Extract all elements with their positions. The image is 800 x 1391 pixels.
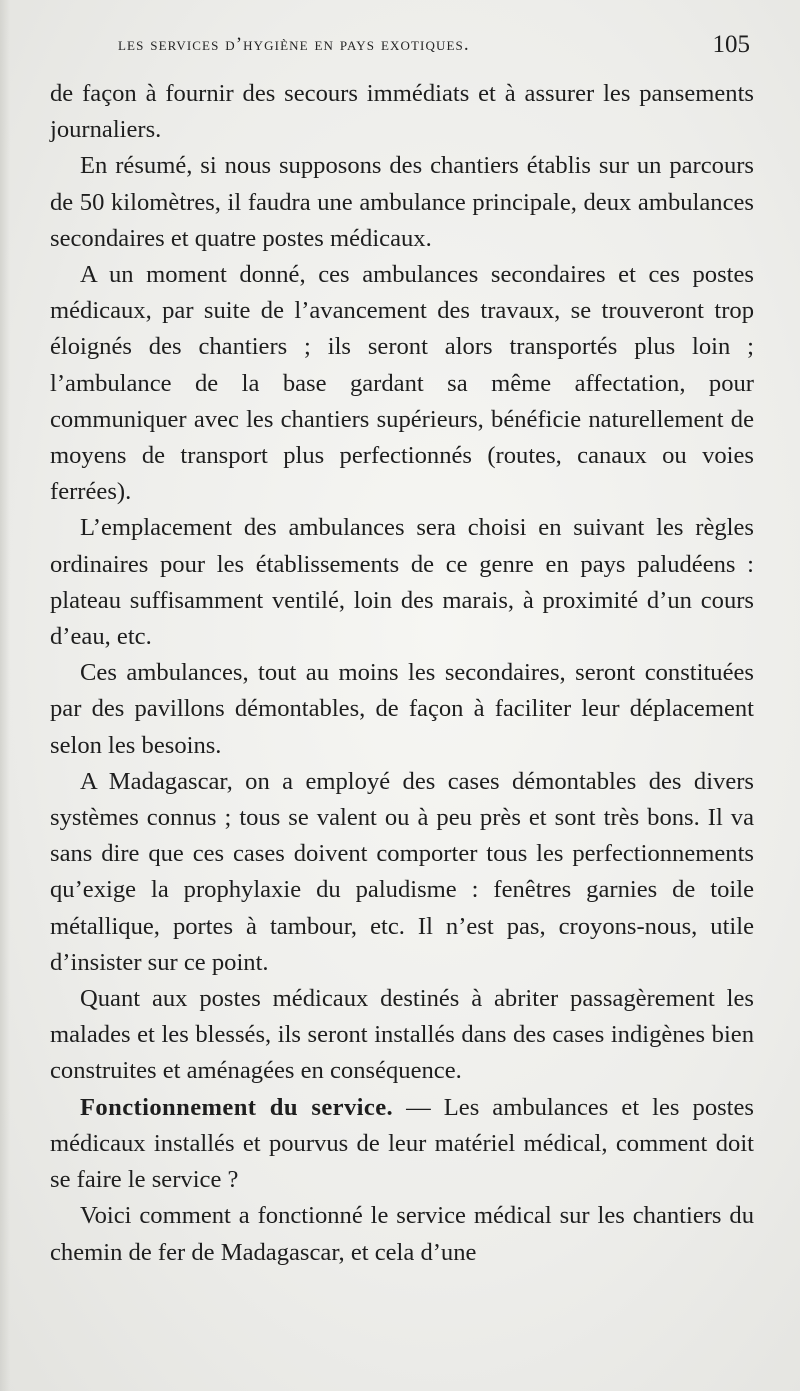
paragraph: L’emplacement des ambulances sera choisi en suivant les règles ordinaires pour les établissements de ce genre en pays paludéens : plateau suffisamment ventilé, loin des marais, à proximité d’un cours d’eau, etc. [50,514,754,651]
page-number: 105 [712,31,750,58]
paragraph-continued: de façon à fournir des secours immédiats et à assurer les pansements journaliers. [50,80,754,144]
running-title: les services d’hygiène en pays exotiques. [118,34,470,55]
paragraph: Ces ambulances, tout au moins les secondaires, seront constituées par des pavillons démontables, de façon à faciliter leur déplacement selon les besoins. [50,659,754,759]
paragraph-last: Voici comment a fonctionné le service médical sur les chantiers du chemin de fer de Madagascar, et cela d’une [50,1202,754,1266]
section-heading: Fonctionnement du service. [80,1093,394,1121]
section-text: — Les ambulances et les postes médicaux installés et pourvus de leur matériel médical, comment doit se faire le service ? [50,1093,755,1194]
body-text [50,76,754,1271]
paragraph: A un moment donné, ces ambulances secondaires et ces postes médicaux, par suite de l’avancement des travaux, se trouveront trop éloignés des chantiers ; ils seront alors transportés plus loin ; l’ambulance de la base gardant sa même affectation, pour communiquer avec les chantiers supérieurs, bénéficie naturellement de moyens de transport plus perfectionnés (routes, canaux ou voies ferrées). [50,261,754,506]
paragraph: A Madagascar, on a employé des cases démontables des divers systèmes connus ; tous se valent ou à peu près et sont très bons. Il va sans dire que ces cases doivent comporter tous les perfectionnements qu’exige la prophylaxie du paludisme : fenêtres garnies de toile métallique, portes à tambour, etc. Il n’est pas, croyons-nous, utile d’insister sur ce point. [50,767,754,976]
paragraph: Quant aux postes médicaux destinés à abriter passagèrement les malades et les blessés, ils seront installés dans des cases indigènes bien construites et aménagées en conséquence. [50,985,754,1085]
section-paragraph [50,1090,754,1199]
running-header [0,31,800,64]
paragraph: En résumé, si nous supposons des chantiers établis sur un parcours de 50 kilomètres, il faudra une ambulance principale, deux ambulances secondaires et quatre postes médicaux. [50,152,754,252]
